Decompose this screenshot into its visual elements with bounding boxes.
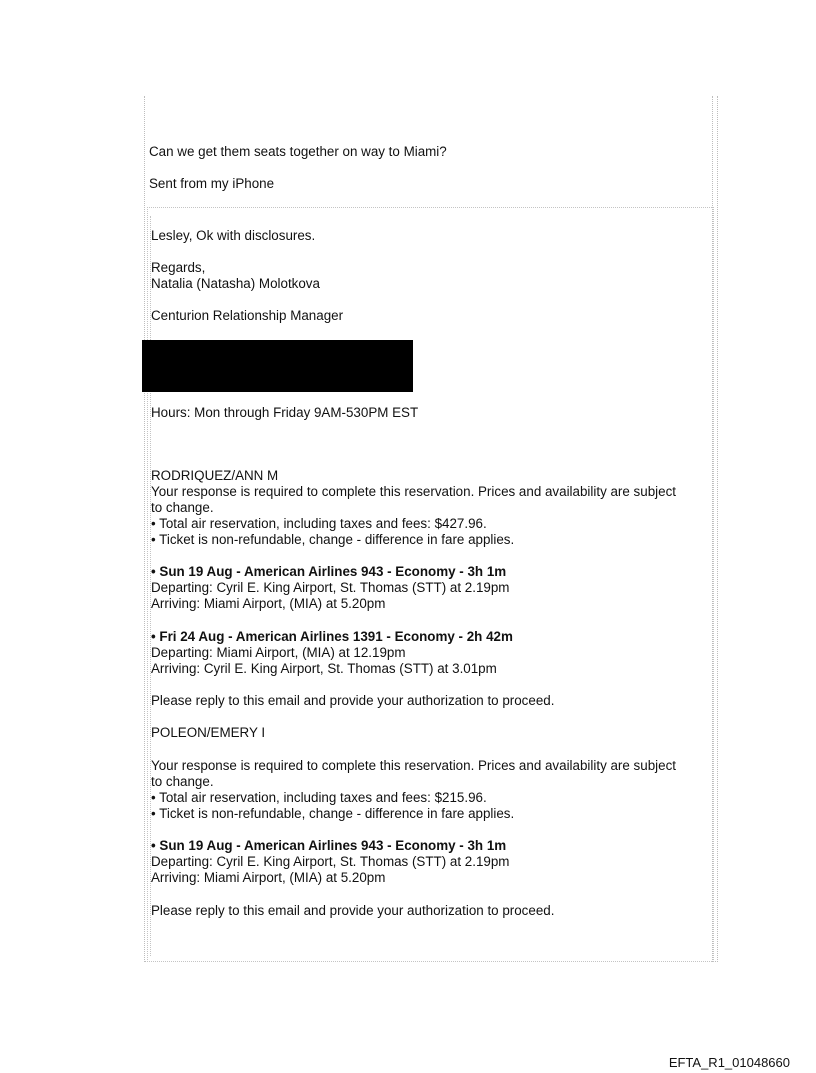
document-id: EFTA_R1_01048660 bbox=[668, 1055, 790, 1070]
flight-departing: Departing: Cyril E. King Airport, St. Thomas (STT) at 2.19pm bbox=[151, 580, 510, 595]
outer-frame-left-border bbox=[144, 96, 145, 962]
passenger-name: RODRIQUEZ/ANN M bbox=[151, 468, 279, 483]
total-fare: • Total air reservation, including taxes and fees: $427.96. bbox=[151, 516, 487, 531]
flight-departing: Departing: Miami Airport, (MIA) at 12.19pm bbox=[151, 645, 406, 660]
regards: Regards, bbox=[151, 260, 206, 275]
flight-header: • Sun 19 Aug - American Airlines 943 - Economy - 3h 1m bbox=[151, 564, 507, 579]
authorization-request: Please reply to this email and provide your authorization to proceed. bbox=[151, 903, 555, 918]
ticket-terms: • Ticket is non-refundable, change - difference in fare applies. bbox=[151, 806, 515, 821]
flight-departing: Departing: Cyril E. King Airport, St. Thomas (STT) at 2.19pm bbox=[151, 854, 510, 869]
redaction-block bbox=[142, 340, 413, 392]
total-fare: • Total air reservation, including taxes and fees: $215.96. bbox=[151, 790, 487, 805]
sender-name: Natalia (Natasha) Molotkova bbox=[151, 276, 320, 291]
sender-title: Centurion Relationship Manager bbox=[151, 308, 344, 323]
flight-arriving: Arriving: Miami Airport, (MIA) at 5.20pm bbox=[151, 596, 386, 611]
authorization-request: Please reply to this email and provide your authorization to proceed. bbox=[151, 693, 555, 708]
flight-header: • Sun 19 Aug - American Airlines 943 - Economy - 3h 1m bbox=[151, 838, 507, 853]
reservation-notice-line1: Your response is required to complete this reservation. Prices and availability are subject bbox=[151, 484, 676, 499]
passenger-name: POLEON/EMERY I bbox=[151, 725, 266, 740]
reservation-notice-line2: to change. bbox=[151, 774, 214, 789]
reservation-notice-line1: Your response is required to complete this reservation. Prices and availability are subject bbox=[151, 758, 676, 773]
flight-arriving: Arriving: Cyril E. King Airport, St. Thomas (STT) at 3.01pm bbox=[151, 661, 497, 676]
reply-question: Can we get them seats together on way to Miami? bbox=[149, 144, 447, 159]
office-hours: Hours: Mon through Friday 9AM-530PM EST bbox=[151, 405, 419, 420]
reservation-notice-line2: to change. bbox=[151, 500, 214, 515]
greeting: Lesley, Ok with disclosures. bbox=[151, 228, 316, 243]
ticket-terms: • Ticket is non-refundable, change - difference in fare applies. bbox=[151, 532, 515, 547]
reply-signature: Sent from my iPhone bbox=[149, 176, 275, 191]
flight-arriving: Arriving: Miami Airport, (MIA) at 5.20pm bbox=[151, 870, 386, 885]
flight-header: • Fri 24 Aug - American Airlines 1391 - Economy - 2h 42m bbox=[151, 629, 513, 644]
